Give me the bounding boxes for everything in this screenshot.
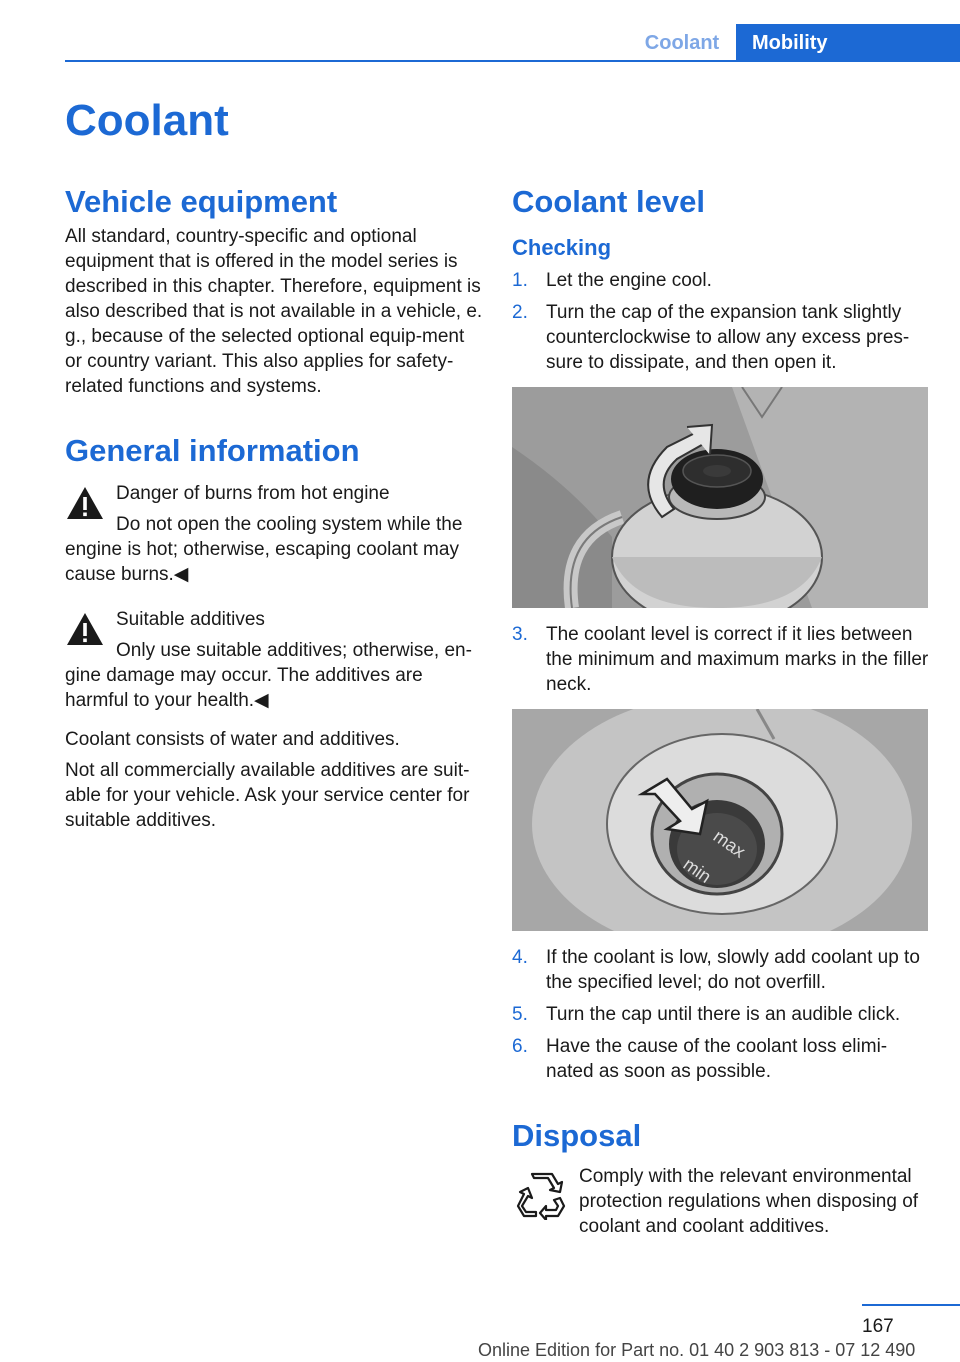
- checking-steps-list-b: [512, 622, 930, 697]
- warning-additives-body: Only use suitable additives; otherwise, en-gine damage may occur. The additives are harmful to your health.◀: [65, 640, 472, 711]
- disposal-heading: Disposal: [512, 1118, 642, 1153]
- expansion-tank-illustration: [512, 387, 928, 608]
- header-tab-mobility[interactable]: Mobility: [736, 24, 960, 62]
- step-number: 2.: [512, 302, 528, 323]
- vehicle-equipment-section: [65, 180, 483, 399]
- coolant-level-heading: Coolant level: [512, 184, 705, 219]
- header-rule: [65, 60, 960, 62]
- warning-additives-title: Suitable additives: [116, 609, 265, 630]
- step-item: [512, 1002, 930, 1027]
- step-text: Have the cause of the coolant loss elimi-nated as soon as possible.: [546, 1036, 888, 1082]
- step-item: [512, 622, 930, 697]
- checking-steps-list-c: [512, 945, 930, 1084]
- min-mark-label: min: [679, 853, 715, 887]
- checking-subheading: Checking: [512, 235, 612, 260]
- header-tab-coolant[interactable]: Coolant: [644, 32, 720, 54]
- vehicle-equipment-heading: Vehicle equipment: [65, 184, 338, 219]
- disposal-section: [512, 1114, 930, 1239]
- disposal-body: Comply with the relevant environmental protection regulations when disposing of coolant and coolant additives.: [579, 1166, 919, 1237]
- step-number: 6.: [512, 1036, 528, 1057]
- checking-steps-list-a: [512, 268, 930, 375]
- step-text: Turn the cap of the expansion tank slightly counterclockwise to allow any excess pres-sure to dissipate, and then open it.: [546, 302, 910, 373]
- vehicle-equipment-body: All standard, country-specific and optional equipment that is offered in the model series is described in this chapter. Therefore, equipment is also described that is not available in a vehicle, e. g., because of the selected optional equip-ment or country variant. This also applies for safety-related functions and systems.: [65, 226, 483, 397]
- expansion-tank-cap-image: [512, 387, 928, 608]
- additives-suitability-text: Not all commercially available additives are suit-able for your vehicle. Ask your service center for suitable additives.: [65, 760, 470, 831]
- footer-rule: [862, 1304, 960, 1306]
- warning-triangle-icon: [65, 485, 105, 521]
- step-number: 5.: [512, 1004, 528, 1025]
- step-item: [512, 300, 930, 375]
- step-text: Turn the cap until there is an audible click.: [546, 1004, 901, 1025]
- warning-triangle-icon: [65, 611, 105, 647]
- warning-hot-engine-body: Do not open the cooling system while the engine is hot; otherwise, escaping coolant may cause burns.◀: [65, 514, 463, 585]
- right-column: [512, 180, 930, 1239]
- step-item: [512, 1034, 930, 1084]
- coolant-composition-text: Coolant consists of water and additives.: [65, 729, 400, 750]
- general-information-section: [65, 429, 483, 833]
- general-information-heading: General information: [65, 433, 360, 468]
- filler-neck-illustration: [512, 709, 928, 931]
- left-column: [65, 180, 483, 833]
- warning-hot-engine-title: Danger of burns from hot engine: [116, 483, 390, 504]
- step-text: If the coolant is low, slowly add coolant up to the specified level; do not overfill.: [546, 947, 920, 993]
- step-text: The coolant level is correct if it lies between the minimum and maximum marks in the filler neck.: [546, 624, 929, 695]
- warning-additives: [65, 607, 483, 713]
- filler-neck-image: [512, 709, 928, 931]
- max-mark-label: max: [709, 825, 750, 862]
- step-item: [512, 945, 930, 995]
- disposal-note: [512, 1164, 930, 1239]
- coolant-level-section: [512, 180, 930, 1084]
- step-item: [512, 268, 930, 293]
- recycle-icon: [516, 1172, 566, 1220]
- warning-hot-engine: [65, 481, 483, 587]
- page-title: Coolant: [65, 96, 229, 145]
- step-number: 1.: [512, 270, 528, 291]
- step-text: Let the engine cool.: [546, 270, 712, 291]
- step-number: 4.: [512, 947, 528, 968]
- page-number: 167: [862, 1316, 894, 1337]
- step-number: 3.: [512, 624, 528, 645]
- footer-edition: Online Edition for Part no. 01 40 2 903 813 - 07 12 490: [478, 1340, 916, 1360]
